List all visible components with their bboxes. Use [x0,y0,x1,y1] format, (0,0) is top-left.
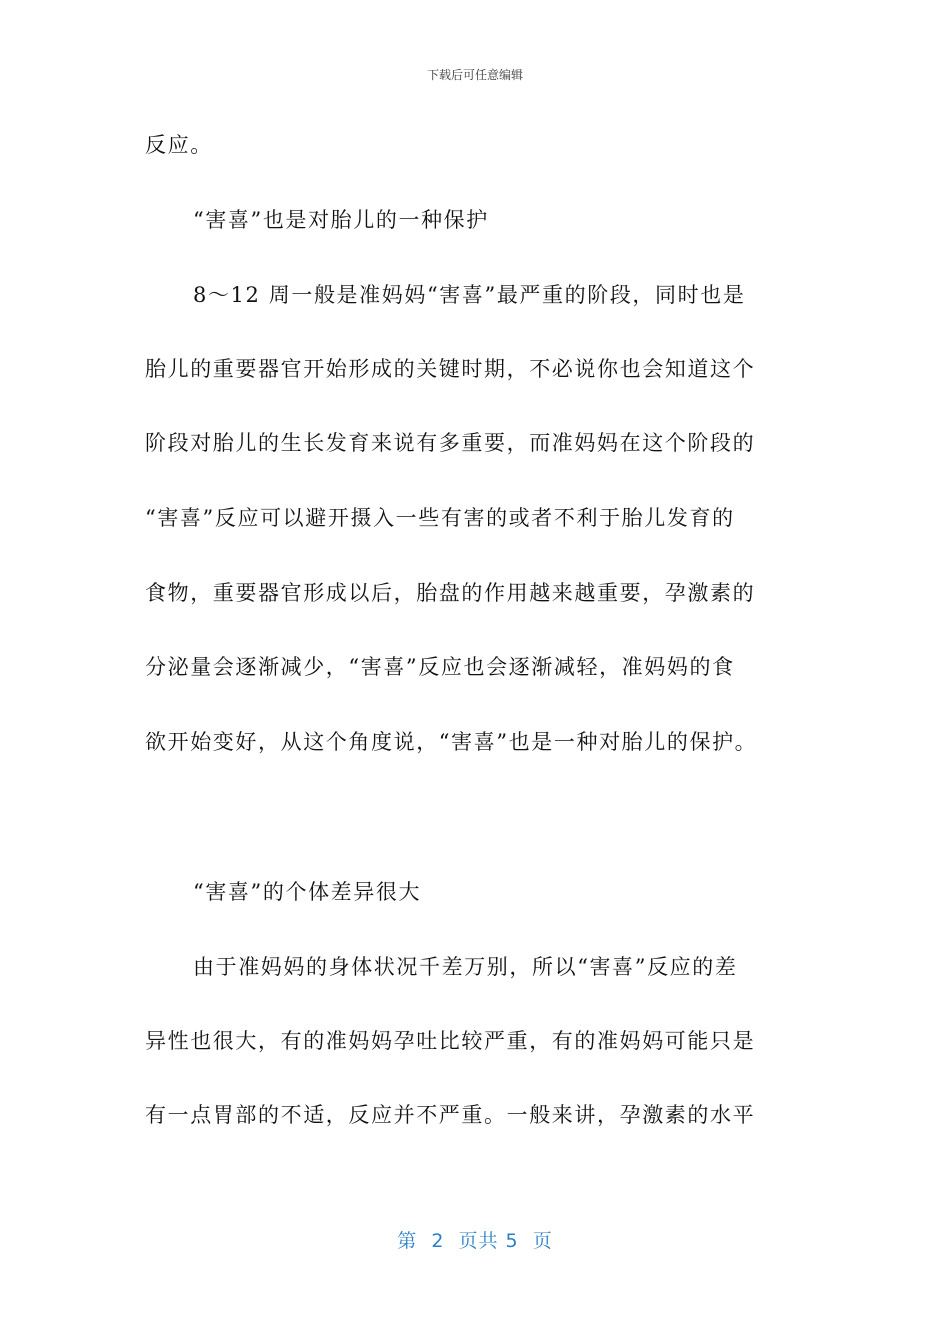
paragraph-line: 阶段对胎儿的生长发育来说有多重要，而准妈妈在这个阶段的 [145,431,756,455]
paragraph-line: 有一点胃部的不适，反应并不严重。一般来讲，孕激素的水平 [145,1103,756,1127]
paragraph-line: 由于准妈妈的身体状况千差万别，所以“害喜”反应的差 [193,955,738,979]
paragraph-line: 胎儿的重要器官开始形成的关键时期，不必说你也会知道这个 [145,357,756,381]
paragraph-line: 反应。 [145,133,213,157]
paragraph-line: 食物，重要器官形成以后，胎盘的作用越来越重要，孕激素的 [145,581,756,605]
page-header: 下载后可任意编辑 [426,68,523,82]
page-number: 第 2 页共 5 页 [397,1230,553,1252]
paragraph-line: 异性也很大，有的准妈妈孕吐比较严重，有的准妈妈可能只是 [145,1029,756,1053]
paragraph-line: 8～12 周一般是准妈妈“害喜”最严重的阶段，同时也是 [193,283,746,307]
section-heading: “害喜”也是对胎儿的一种保护 [193,208,489,232]
paragraph-line: 欲开始变好，从这个角度说，“害喜”也是一种对胎儿的保护。 [145,730,758,754]
section-heading: “害喜”的个体差异很大 [193,880,422,904]
paragraph-line: “害喜”反应可以避开摄入一些有害的或者不利于胎儿发育的 [145,506,735,530]
paragraph-line: 分泌量会逐渐减少，“害喜”反应也会逐渐减轻，准妈妈的食 [145,655,735,679]
